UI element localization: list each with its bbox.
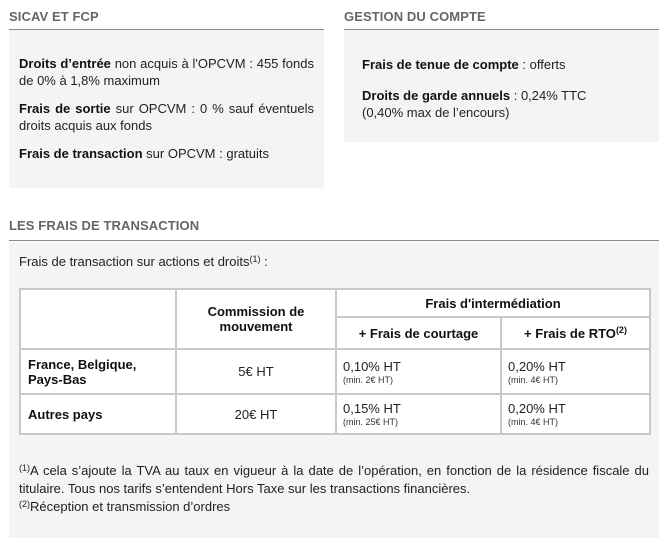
commission-france: 5€ HT	[176, 349, 336, 394]
courtage-autres-value: 0,15% HT	[343, 401, 401, 416]
commission-autres: 20€ HT	[176, 394, 336, 434]
fees-table	[19, 288, 651, 435]
courtage-france	[336, 349, 501, 394]
frais-tenue-text: : offerts	[522, 57, 566, 72]
divider-transaction	[9, 240, 659, 241]
rto-france	[501, 349, 650, 394]
droits-garde-label: Droits de garde annuels	[362, 88, 511, 103]
footnote-1	[19, 462, 649, 498]
frais-tenue-label: Frais de tenue de compte	[362, 57, 519, 72]
footnotes	[19, 462, 649, 516]
transaction-intro	[19, 254, 268, 269]
courtage-autres-min: (min. 25€ HT)	[343, 417, 399, 427]
transaction-intro-text: Frais de transaction sur actions et droits	[19, 254, 250, 269]
droits-garde	[362, 87, 649, 121]
courtage-header: + Frais de courtage	[336, 317, 501, 349]
section-title-sicav: SICAV ET FCP	[9, 9, 99, 24]
frais-sortie-label: Frais de sortie	[19, 101, 111, 116]
frais-transaction-opcvm	[19, 145, 314, 162]
droits-entree-label: Droits d’entrée	[19, 56, 111, 71]
droits-entree	[19, 55, 314, 89]
droits-garde-note: (0,40% max de l’encours)	[362, 105, 510, 120]
frais-tenue-compte	[362, 56, 649, 73]
frais-transaction-label: Frais de transaction	[19, 146, 143, 161]
frais-sortie-text: sur OPCVM : 0 % sauf éventuels droits acquis aux fonds	[19, 101, 314, 133]
rto-header-text: + Frais de RTO	[524, 325, 616, 341]
courtage-france-min: (min. 2€ HT)	[343, 374, 394, 385]
rto-autres-min: (min. 4€ HT)	[508, 417, 559, 427]
rto-france-value: 0,20% HT	[508, 358, 566, 374]
courtage-france-value: 0,10% HT	[343, 358, 401, 374]
droits-entree-text: non acquis à l'OPCVM : 455 fonds de 0% à 1,8% maximum	[19, 56, 314, 88]
transaction-intro-sup: (1)	[249, 253, 261, 264]
row-label-france: France, Belgique, Pays-Bas	[20, 349, 176, 394]
table-corner-cell	[20, 289, 176, 349]
gestion-info-box	[344, 30, 659, 142]
table-row	[20, 349, 650, 394]
rto-autres-value: 0,20% HT	[508, 401, 566, 416]
table-row	[20, 394, 650, 434]
courtage-autres	[336, 394, 501, 434]
footnote-2	[19, 498, 649, 516]
sicav-info-box	[9, 30, 324, 188]
footnote-1-mark: (1)	[19, 462, 30, 473]
intermediation-header: Frais d'intermédiation	[336, 289, 650, 317]
footnote-2-mark: (2)	[19, 498, 30, 509]
droits-garde-text: : 0,24% TTC	[513, 88, 587, 103]
section-title-transaction: LES FRAIS DE TRANSACTION	[9, 218, 200, 233]
rto-autres	[501, 394, 650, 434]
transaction-intro-suffix: :	[260, 254, 268, 269]
rto-header-sup: (2)	[615, 325, 627, 335]
footnote-1-text: A cela s’ajoute la TVA au taux en vigueur à la date de l’opération, en fonction de la résidence fiscale du titulaire. Tous nos tarifs s’entendent Hors Taxe sur les transactions financières.	[19, 463, 649, 496]
rto-header	[501, 317, 650, 349]
frais-sortie	[19, 100, 314, 134]
frais-transaction-text: sur OPCVM : gratuits	[146, 146, 269, 161]
footnote-2-text: Réception et transmission d’ordres	[30, 499, 231, 514]
section-title-gestion: GESTION DU COMPTE	[344, 9, 486, 24]
commission-header: Commission de mouvement	[176, 289, 336, 349]
row-label-autres: Autres pays	[20, 394, 176, 434]
rto-france-min: (min. 4€ HT)	[508, 374, 559, 385]
